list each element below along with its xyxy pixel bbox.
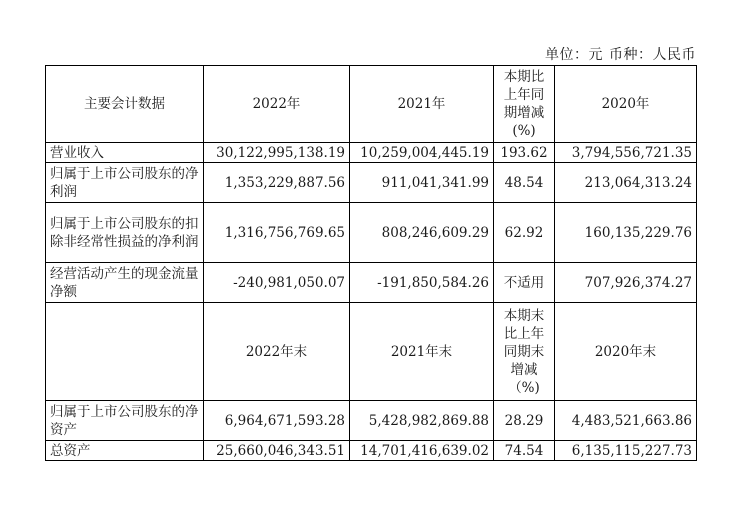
header-blank: [46, 303, 204, 401]
cell-2021: -191,850,584.26: [350, 263, 494, 303]
table2-header-row: [46, 303, 697, 401]
cell-2022-end: 6,964,671,593.28: [204, 401, 350, 441]
unit-label: 单位：元: [545, 47, 603, 63]
cell-2022: 1,353,229,887.56: [204, 163, 350, 203]
row-label: 经营活动产生的现金流量净额: [46, 263, 204, 303]
cell-2022: 1,316,756,769.65: [204, 203, 350, 263]
header-2020: 2020年: [555, 66, 697, 143]
row-label: 归属于上市公司股东的扣除非经常性损益的净利润: [46, 203, 204, 263]
cell-change: 不适用: [494, 263, 555, 303]
table-row: [46, 203, 697, 263]
cell-change: 74.54: [494, 441, 555, 461]
row-label: 归属于上市公司股东的净利润: [46, 163, 204, 203]
key-accounting-data-table: [45, 65, 697, 461]
currency-label: 币种：人民币: [609, 47, 696, 63]
table-row: [46, 401, 697, 441]
cell-2021: 10,259,004,445.19: [350, 143, 494, 163]
header-2020-end: 2020年末: [555, 303, 697, 401]
header-2022-end: 2022年末: [204, 303, 350, 401]
cell-2022: -240,981,050.07: [204, 263, 350, 303]
header-key-accounting-data: 主要会计数据: [46, 66, 204, 143]
cell-2020: 213,064,313.24: [555, 163, 697, 203]
table-row: [46, 263, 697, 303]
table-row: [46, 143, 697, 163]
unit-currency-line: [545, 44, 696, 64]
cell-2021: 808,246,609.29: [350, 203, 494, 263]
row-label: 归属于上市公司股东的净资产: [46, 401, 204, 441]
cell-2022: 30,122,995,138.19: [204, 143, 350, 163]
header-2021-end: 2021年末: [350, 303, 494, 401]
cell-2021-end: 5,428,982,869.88: [350, 401, 494, 441]
table-row: [46, 163, 697, 203]
header-2022: 2022年: [204, 66, 350, 143]
header-yoy-change: 本期比上年同期增减(%): [494, 66, 555, 143]
header-2021: 2021年: [350, 66, 494, 143]
table-row: [46, 441, 697, 461]
cell-2020: 160,135,229.76: [555, 203, 697, 263]
row-label: 总资产: [46, 441, 204, 461]
table1-header-row: [46, 66, 697, 143]
cell-2021-end: 14,701,416,639.02: [350, 441, 494, 461]
cell-2020-end: 4,483,521,663.86: [555, 401, 697, 441]
cell-change: 62.92: [494, 203, 555, 263]
cell-2021: 911,041,341.99: [350, 163, 494, 203]
cell-change: 28.29: [494, 401, 555, 441]
header-period-end-change: 本期末比上年同期末增减（%): [494, 303, 555, 401]
row-label: 营业收入: [46, 143, 204, 163]
cell-change: 193.62: [494, 143, 555, 163]
cell-2020-end: 6,135,115,227.73: [555, 441, 697, 461]
cell-2022-end: 25,660,046,343.51: [204, 441, 350, 461]
cell-change: 48.54: [494, 163, 555, 203]
cell-2020: 3,794,556,721.35: [555, 143, 697, 163]
cell-2020: 707,926,374.27: [555, 263, 697, 303]
